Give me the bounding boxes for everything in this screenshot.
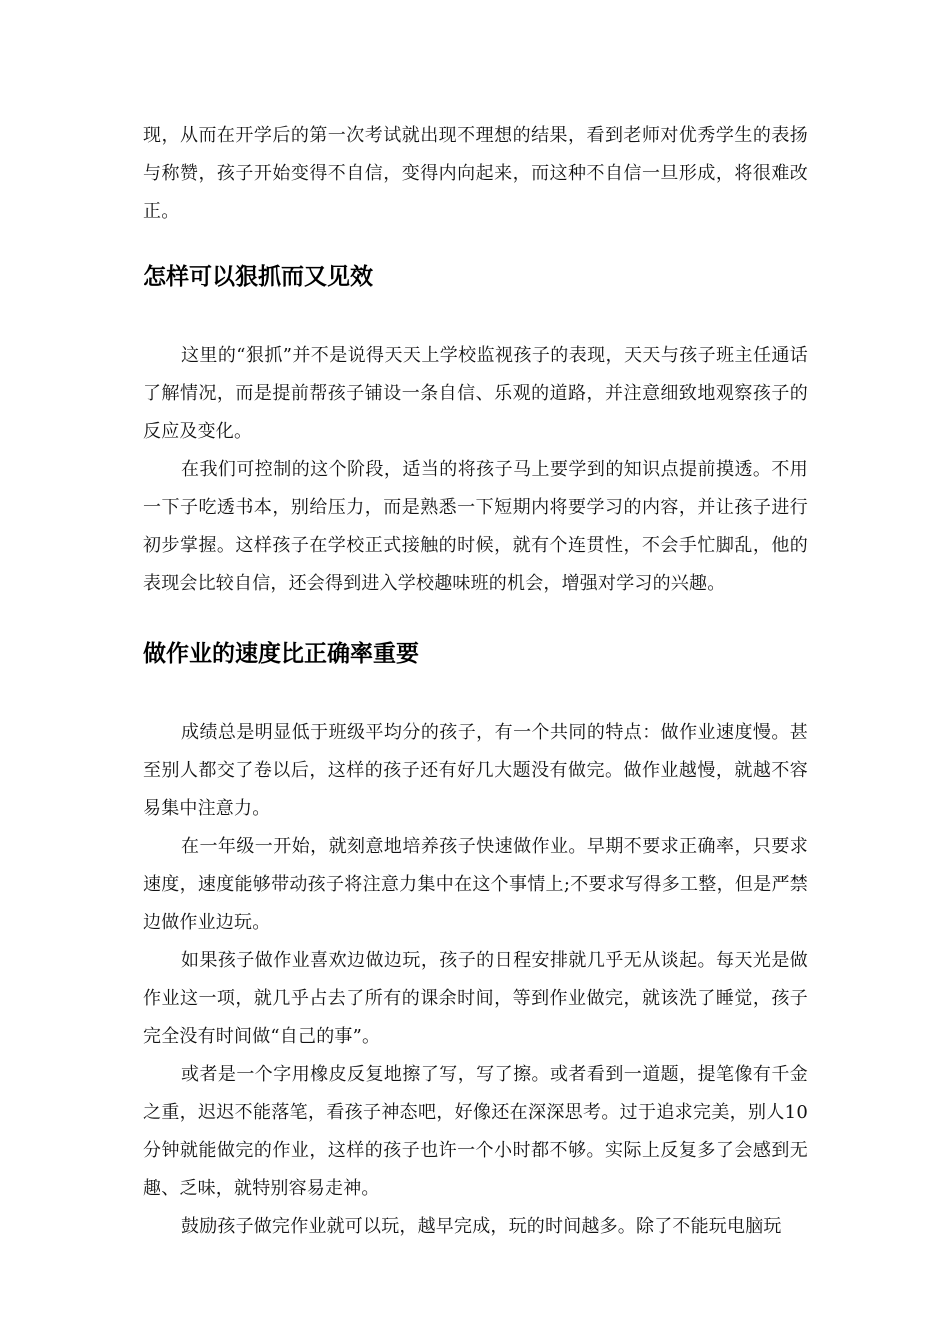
section-2-paragraph-2: 在一年级一开始，就刻意地培养孩子快速做作业。早期不要求正确率，只要求速度，速度能够带动孩子将注意力集中在这个事情上;不要求写得多工整，但是严禁边做作业边玩。	[143, 836, 808, 933]
intro-paragraph: 现，从而在开学后的第一次考试就出现不理想的结果，看到老师对优秀学生的表扬与称赞，孩子开始变得不自信，变得内向起来，而这种不自信一旦形成，将很难改正。	[143, 125, 808, 222]
section-heading-2: 做作业的速度比正确率重要	[143, 641, 419, 667]
document-body	[143, 117, 808, 1246]
section-heading-1: 怎样可以狠抓而又见效	[143, 264, 373, 290]
section-1-paragraph-1: 这里的“狠抓”并不是说得天天上学校监视孩子的表现，天天与孩子班主任通话了解情况，而是提前帮孩子铺设一条自信、乐观的道路，并注意细致地观察孩子的反应及变化。	[143, 345, 808, 442]
section-2-paragraph-3: 如果孩子做作业喜欢边做边玩，孩子的日程安排就几乎无从谈起。每天光是做作业这一项，就几乎占去了所有的课余时间，等到作业做完，就该洗了睡觉，孩子完全没有时间做“自己的事”。	[143, 950, 808, 1047]
section-2-paragraph-4: 或者是一个字用橡皮反复地擦了写，写了擦。或者看到一道题，提笔像有千金之重，迟迟不能落笔，看孩子神态吧，好像还在深深思考。过于追求完美，别人10分钟就能做完的作业，这样的孩子也许一个小时都不够。实际上反复多了会感到无趣、乏味，就特别容易走神。	[143, 1064, 808, 1199]
section-2-paragraph-5: 鼓励孩子做完作业就可以玩，越早完成，玩的时间越多。除了不能玩电脑玩	[181, 1216, 782, 1237]
section-2-paragraph-1: 成绩总是明显低于班级平均分的孩子，有一个共同的特点：做作业速度慢。甚至别人都交了卷以后，这样的孩子还有好几大题没有做完。做作业越慢，就越不容易集中注意力。	[143, 722, 808, 819]
section-1-paragraph-2: 在我们可控制的这个阶段，适当的将孩子马上要学到的知识点提前摸透。不用一下子吃透书本，别给压力，而是熟悉一下短期内将要学习的内容，并让孩子进行初步掌握。这样孩子在学校正式接触的时候，就有个连贯性，不会手忙脚乱，他的表现会比较自信，还会得到进入学校趣味班的机会，增强对学习的兴趣。	[143, 459, 808, 594]
